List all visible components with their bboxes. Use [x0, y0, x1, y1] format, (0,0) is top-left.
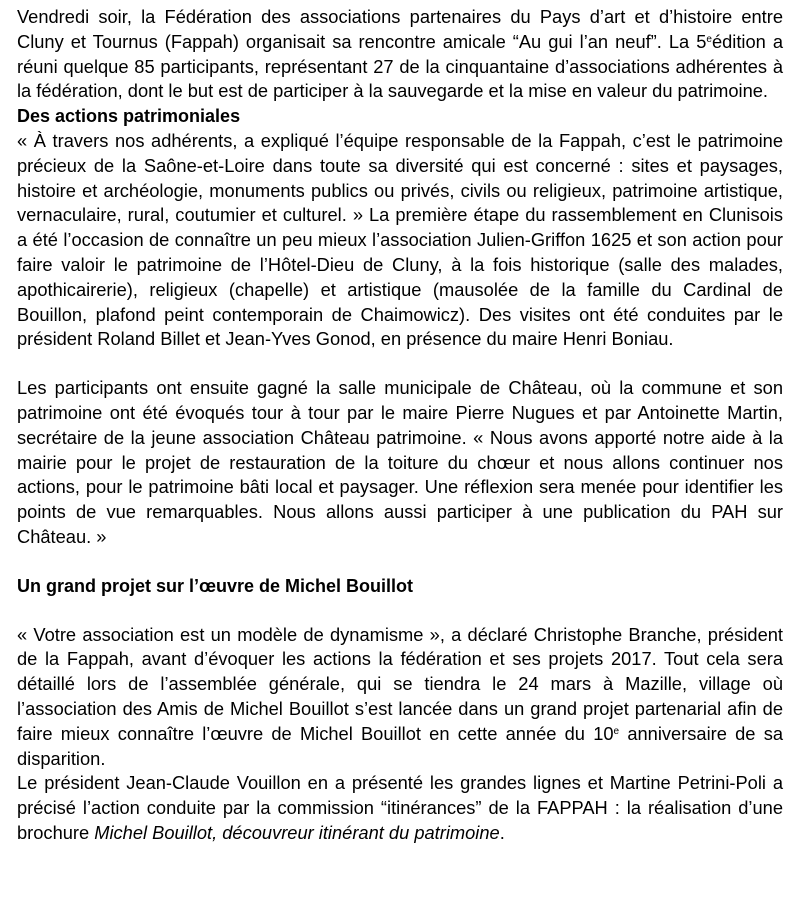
chateau-paragraph: Les participants ont ensuite gagné la salle municipale de Château, où la commune et son patrimoine ont été évoqués tour à tour par le maire Pierre Nugues et par Antoinette Martin, secrétaire de la jeune association Château patrimoine. « Nous avons apporté notre aide à la mairie pour le projet de restauration de la toiture du chœur et nous allons continuer nos actions, pour le patrimoine bâti local et paysager. Une réflexion sera menée pour identifier les points de vue remarquables. Nous allons aussi participer à une publication du PAH sur Château. » — [17, 377, 783, 547]
brochure-title: Michel Bouillot, découvreur itinérant du patrimoine — [94, 821, 500, 843]
ordinal-superscript: e — [613, 725, 620, 737]
brochure-text: Le président Jean-Claude Vouillon en a présenté les grandes lignes et Martine Petrini-Poli a précisé l’action conduite par la commission “itinérances” de la FAPPAH : la réalisation d’une brochure — [17, 772, 783, 843]
intro-text-end: édition a réuni quelque 85 participants, représentant 27 de la cinquantaine d’associations adhérentes à la fédération, dont le but est de participer à la sauvegarde et la mise en valeur du patrimoine. — [17, 30, 784, 102]
intro-text-start: Vendredi soir, la Fédération des associations partenaires du Pays d’art et d’histoire entre Cluny et Tournus (Fappah) organisait sa rencontre amicale “Au gui l’an neuf”. La 5 — [17, 6, 783, 52]
brochure-text-end: . — [499, 821, 505, 843]
ordinal-superscript: e — [706, 33, 712, 45]
paragraph-spacer — [17, 550, 783, 574]
paragraph-spacer — [17, 599, 783, 623]
dynamisme-paragraph — [17, 623, 783, 772]
paragraph-spacer — [17, 352, 783, 376]
actions-paragraph: « À travers nos adhérents, a expliqué l’équipe responsable de la Fappah, c’est le patrimoine précieux de la Saône-et-Loire dans toute sa diversité qui est concerné : sites et paysages, histoire et archéologie, monuments publics ou privés, civils ou religieux, patrimoine artistique, vernaculaire, rural, coutumier et culturel. » La première étape du rassemblement en Clunisois a été l’occasion de connaître un peu mieux l’association Julien-Griffon 1625 et son action pour faire valoir le patrimoine de l’Hôtel-Dieu de Cluny, à la fois historique (salle des malades, apothicairerie), religieux (chapelle) et artistique (mausolée de la famille du Cardinal de Bouillon, plafond peint contemporain de Chaimowicz). Des visites ont été conduites par le président Roland Billet et Jean-Yves Gonod, en présence du maire Henri Boniau. — [17, 129, 783, 350]
dynamisme-text-end: anniversaire de sa disparition. — [17, 722, 784, 769]
brochure-paragraph — [17, 771, 783, 845]
section-heading-actions: Des actions patrimoniales — [17, 106, 241, 127]
section-heading-projet: Un grand projet sur l’œuvre de Michel Bouillot — [17, 575, 414, 596]
intro-paragraph — [17, 5, 783, 104]
dynamisme-text-start: « Votre association est un modèle de dynamisme », a déclaré Christophe Branche, président de la Fappah, avant d’évoquer les actions la fédération et ses projets 2017. Tout cela sera détaillé lors de l’assemblée générale, qui se tiendra le 24 mars à Mazille, village où l’association des Amis de Michel Bouillot s’est lancée dans un grand projet partenarial afin de faire mieux connaître l’œuvre de Michel Bouillot en cette année du 10 — [17, 623, 783, 744]
